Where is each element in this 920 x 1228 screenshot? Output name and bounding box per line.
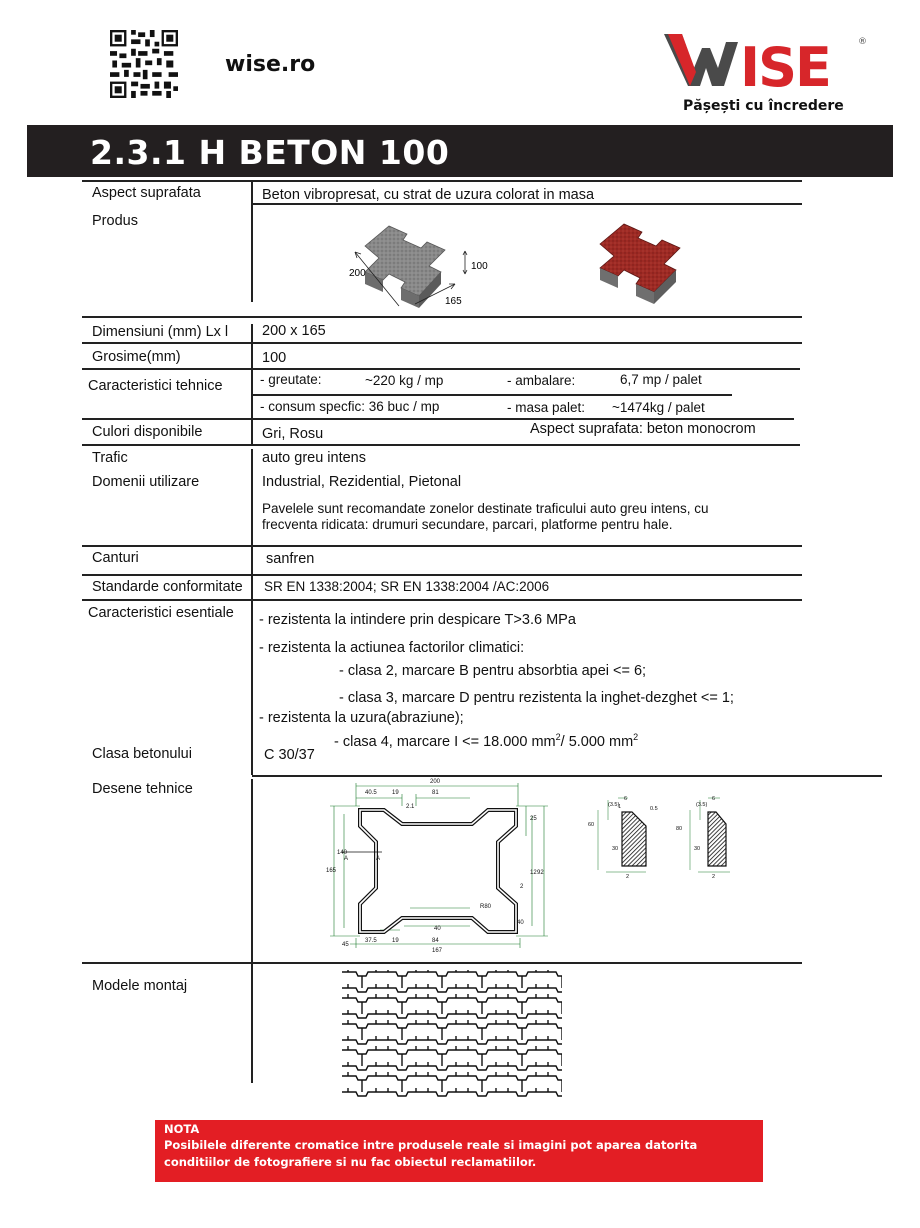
consum-text: - consum specfic: 36 buc / mp	[260, 399, 440, 414]
esentiale-line: - rezistenta la uzura(abraziune);	[259, 710, 464, 726]
drawing-dim: 40	[517, 920, 524, 926]
drawing-dim: 19	[392, 938, 399, 944]
drawing-dim: 30	[612, 846, 619, 852]
note-box	[155, 1120, 763, 1182]
label-caracteristici: Caracteristici tehnice	[88, 378, 223, 394]
ambalare-value: 6,7 mp / palet	[620, 372, 702, 387]
row-divider	[82, 316, 802, 318]
label-culori: Culori disponibile	[92, 424, 203, 440]
masa-label: - masa palet:	[507, 400, 586, 415]
dim-label: 200	[349, 268, 366, 279]
label-standarde: Standarde conformitate	[92, 579, 243, 595]
dim-label: 165	[445, 296, 462, 307]
value-culori: Gri, Rosu	[262, 426, 324, 442]
domenii-desc-2: frecventa ridicata: drumuri secundare, parcari, platforme pentru hale.	[262, 517, 673, 532]
section-marker: A	[344, 856, 349, 862]
label-domenii: Domenii utilizare	[92, 474, 200, 490]
note-text: Posibilele diferente cromatice intre produsele reale si imagini pot aparea datorita conditiilor de fotografiere si nu fac obiectul reclamatiilor.	[164, 1138, 698, 1169]
drawing-dim: 84	[432, 938, 439, 944]
value-standarde: SR EN 1338:2004; SR EN 1338:2004 /AC:2006	[264, 579, 550, 594]
row-divider	[82, 418, 794, 420]
value-canturi: sanfren	[266, 551, 315, 567]
row-divider	[82, 599, 802, 601]
value-grosime: 100	[262, 350, 287, 366]
drawing-dim: 140	[337, 850, 348, 856]
drawing-dim: 6	[712, 796, 716, 802]
row-divider	[252, 203, 802, 205]
label-modele: Modele montaj	[92, 978, 188, 994]
greutate-value: ~220 kg / mp	[365, 373, 444, 388]
grey-paver-image	[345, 218, 505, 313]
drawing-dim: 2	[626, 874, 630, 880]
row-divider	[82, 545, 802, 547]
drawing-dim: 2.1	[406, 804, 415, 810]
drawing-dim: 80	[676, 826, 683, 832]
esentiale-text: - clasa 4, marcare I <= 18.000 mm	[334, 733, 556, 750]
row-divider	[82, 962, 802, 964]
aspect-note: Aspect suprafata: beton monocrom	[530, 421, 756, 437]
wise-logo	[660, 28, 870, 92]
esentiale-line: - rezistenta la intindere prin despicare T>3.6 MPa	[259, 612, 576, 628]
dim-label: 100	[471, 261, 488, 272]
esentiale-line: - clasa 2, marcare B pentru absorbtia apei <= 6;	[339, 663, 647, 679]
masa-value: ~1474kg / palet	[612, 400, 705, 415]
website-url[interactable]: wise.ro	[225, 52, 316, 77]
esentiale-line: - clasa 3, marcare D pentru rezistenta la inghet-dezghet <= 1;	[339, 690, 734, 706]
value-trafic: auto greu intens	[262, 450, 366, 466]
drawing-dim: 92	[537, 870, 544, 876]
qr-code	[108, 30, 180, 98]
note-title: NOTA	[164, 1122, 200, 1136]
page-title: 2.3.1 H BETON 100	[90, 133, 450, 172]
label-clasa: Clasa betonului	[92, 746, 192, 762]
red-paver-image	[592, 220, 704, 308]
drawing-dim: 1	[618, 804, 622, 810]
drawing-dim: 45	[342, 942, 349, 948]
drawing-dim: 200	[430, 779, 441, 785]
row-divider	[252, 394, 732, 396]
drawing-dim: 12	[530, 870, 537, 876]
row-divider	[82, 574, 802, 576]
esentiale-line	[334, 732, 638, 750]
drawing-dim: (3.5)	[696, 802, 708, 808]
label-grosime: Grosime(mm)	[92, 349, 181, 365]
svg-text:®: ®	[858, 37, 867, 47]
row-divider	[82, 368, 800, 370]
row-divider	[82, 342, 802, 344]
esentiale-line: - rezistenta la actiunea factorilor climatici:	[259, 640, 525, 656]
label-esentiale: Caracteristici esentiale	[88, 605, 234, 621]
drawing-dim: 30	[694, 846, 701, 852]
row-divider	[82, 444, 800, 446]
drawing-dim: 2	[520, 884, 524, 890]
domenii-desc-1: Pavelele sunt recomandate zonelor destinate traficului auto greu intens, cu	[262, 501, 709, 516]
technical-section-drawing	[580, 790, 740, 890]
drawing-dim: (3.5)	[608, 802, 620, 808]
drawing-dim: R80	[480, 904, 492, 910]
drawing-dim: 25	[530, 816, 537, 822]
esentiale-text: / 5.000 mm	[560, 733, 634, 750]
value-domenii: Industrial, Rezidential, Pietonal	[262, 474, 462, 490]
value-clasa: C 30/37	[264, 747, 315, 763]
drawing-dim: 6	[624, 796, 628, 802]
drawing-dim: 165	[326, 868, 337, 874]
superscript: 2	[555, 732, 561, 742]
label-aspect: Aspect suprafata	[92, 185, 201, 201]
drawing-dim: 40.5	[365, 790, 377, 796]
drawing-dim: 40	[434, 926, 441, 932]
laying-pattern-drawing	[342, 968, 562, 1100]
value-dimensiuni: 200 x 165	[262, 323, 326, 339]
drawing-dim: 2	[712, 874, 716, 880]
drawing-dim: 81	[432, 790, 439, 796]
drawing-dim: 37.5	[365, 938, 377, 944]
section-marker: A	[376, 856, 381, 862]
divider	[251, 779, 253, 1083]
label-trafic: Trafic	[92, 450, 128, 466]
value-aspect: Beton vibropresat, cu strat de uzura colorat in masa	[262, 187, 595, 203]
divider	[251, 180, 253, 302]
slogan: Pășești cu încredere	[683, 98, 844, 114]
label-produs: Produs	[92, 213, 138, 229]
label-desene: Desene tehnice	[92, 781, 193, 797]
divider	[251, 449, 253, 775]
technical-plan-drawing	[320, 776, 560, 956]
label-dimensiuni: Dimensiuni (mm) Lx l	[92, 324, 229, 340]
brand-text: ISE	[740, 36, 830, 92]
label-canturi: Canturi	[92, 550, 139, 566]
greutate-label: - greutate:	[260, 372, 322, 387]
superscript: 2	[633, 732, 639, 742]
drawing-dim: 60	[588, 822, 595, 828]
row-divider	[82, 180, 802, 182]
drawing-dim: 0.5	[650, 806, 658, 812]
drawing-dim: 167	[432, 948, 443, 954]
drawing-dim: 19	[392, 790, 399, 796]
ambalare-label: - ambalare:	[507, 373, 576, 388]
